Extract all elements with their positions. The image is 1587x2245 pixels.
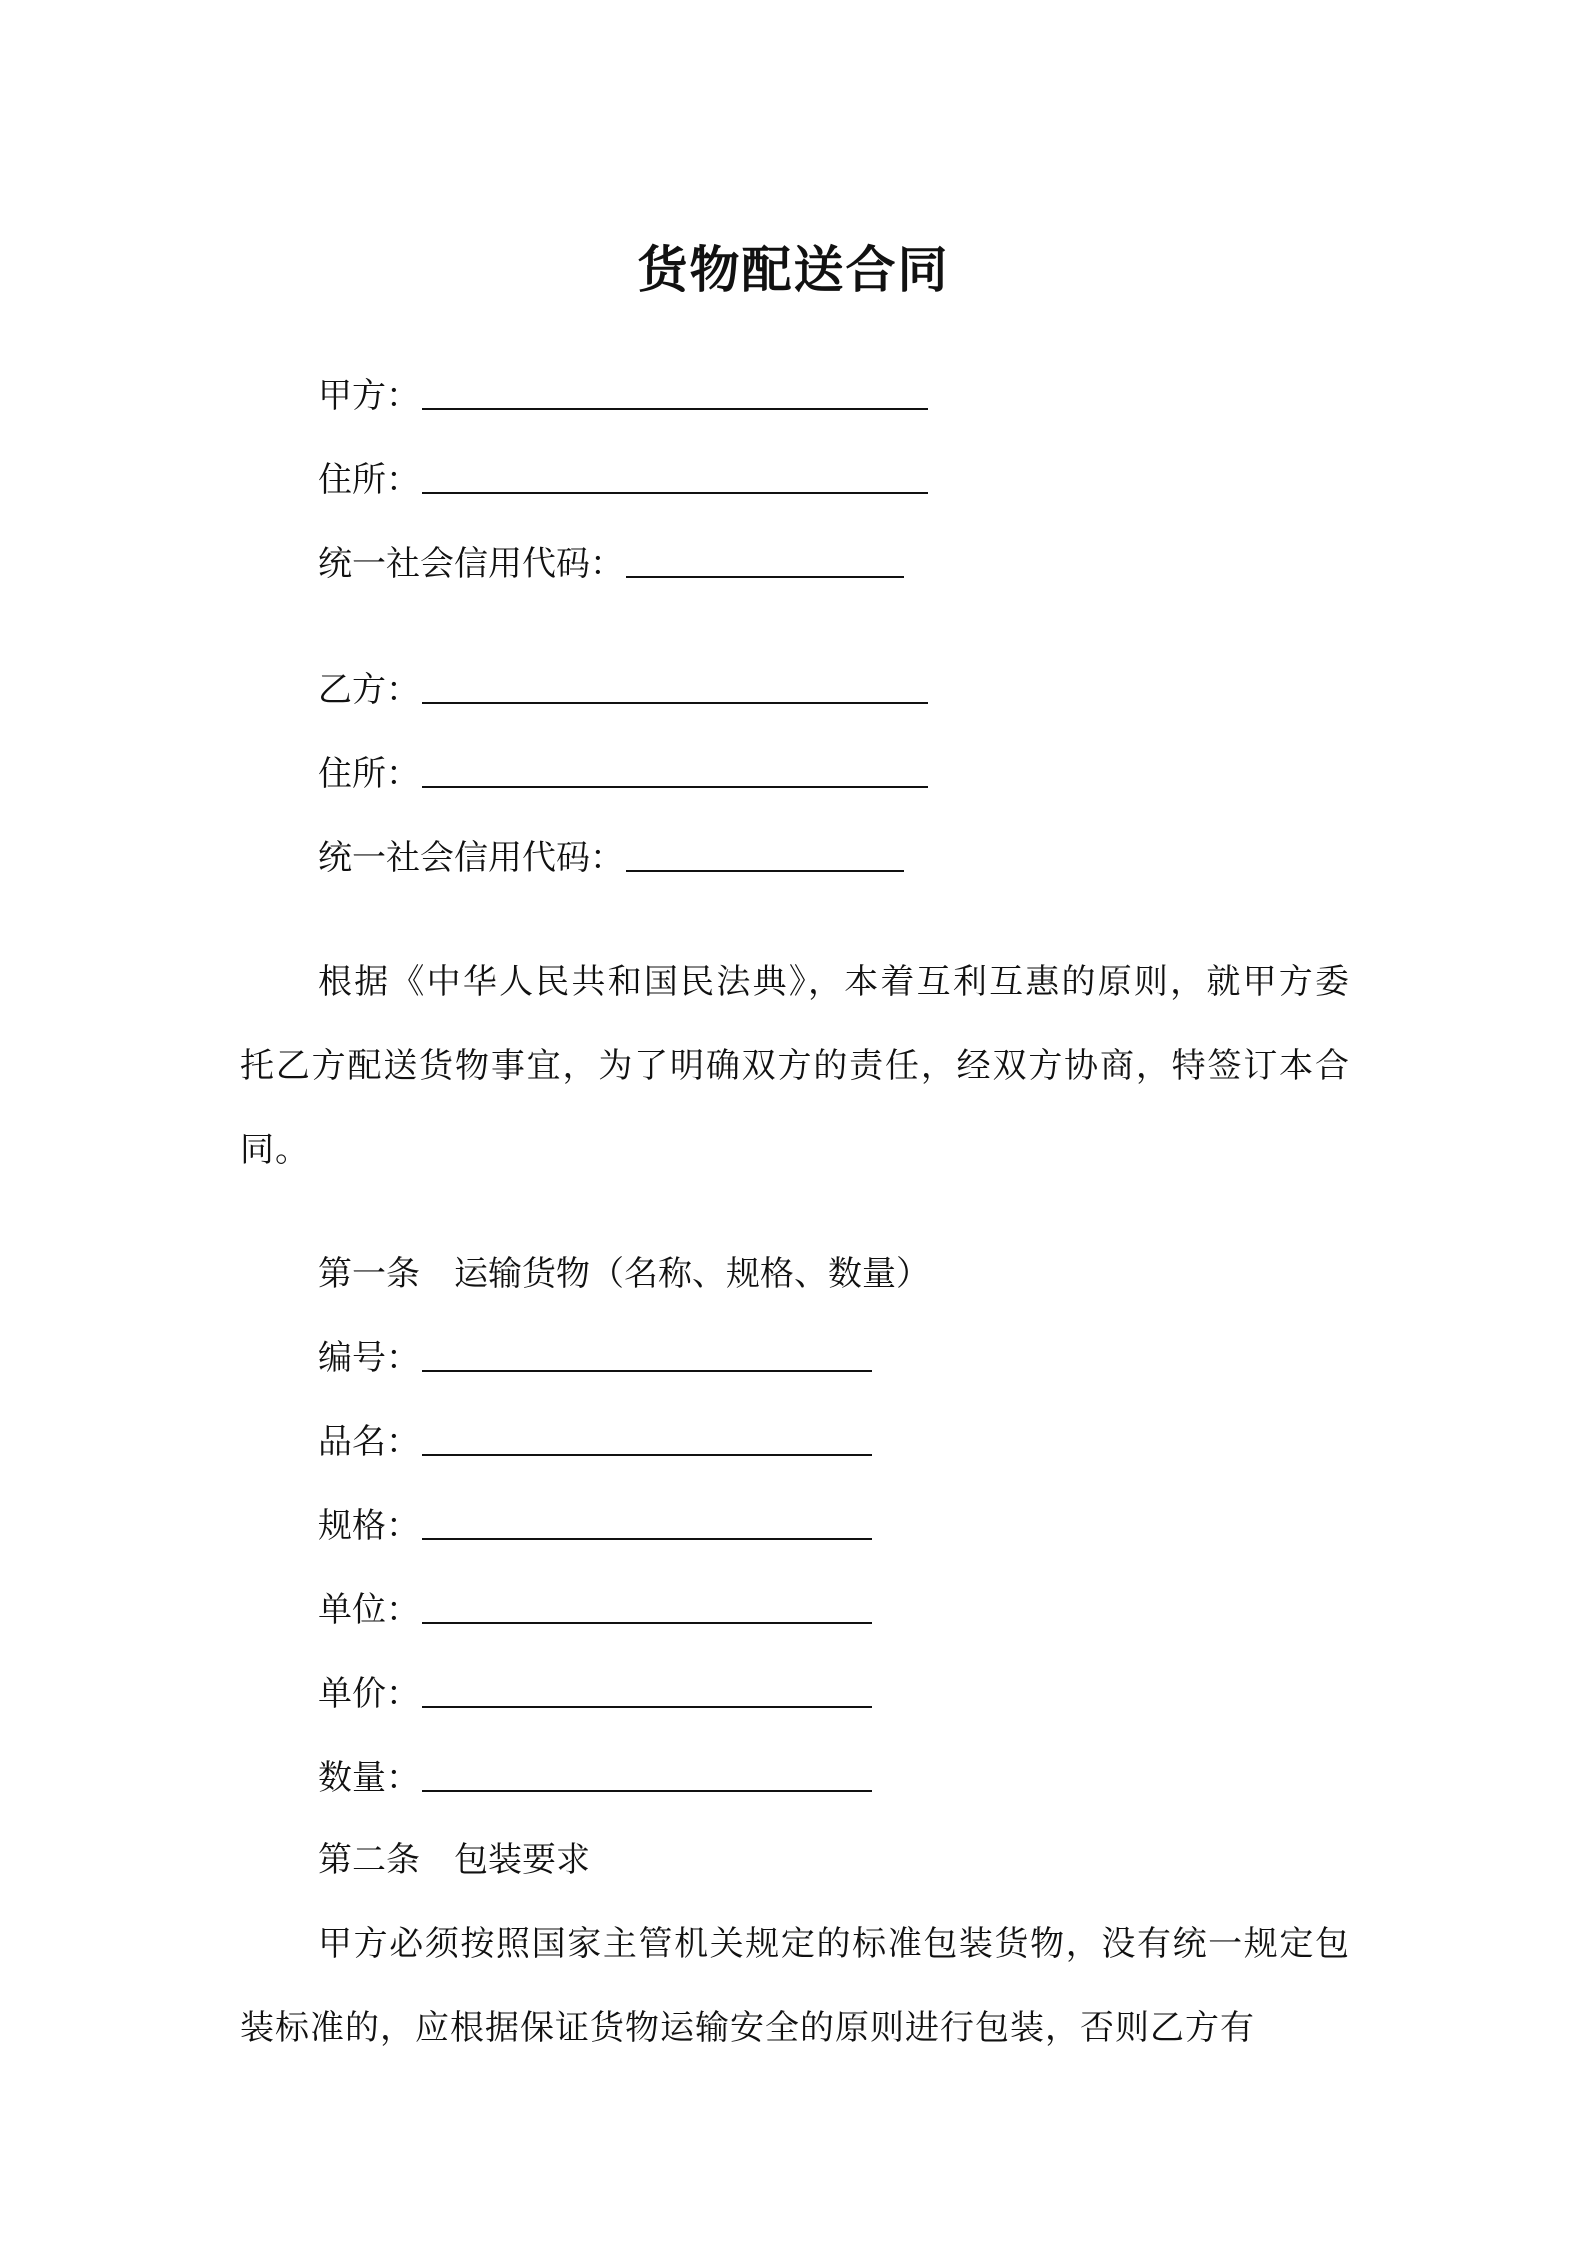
party-b-name-label: 乙方： (318, 670, 420, 710)
party-a-name-field (318, 368, 928, 418)
party-a-credit-code-field (318, 536, 904, 586)
article1-field-label: 规格： (318, 1506, 420, 1546)
article1-field-label: 数量： (318, 1758, 420, 1798)
article2-paragraph: 甲方必须按照国家主管机关规定的标准包装货物，没有统一规定包装标准的，应根据保证货物运输安全的原则进行包装，否则乙方有 (240, 1924, 1350, 2048)
party-a-address-blank[interactable] (422, 452, 928, 494)
party-a-name-label: 甲方： (318, 376, 420, 416)
article1-field-label: 品名： (318, 1422, 420, 1462)
article1-field-label: 单位： (318, 1590, 420, 1630)
preamble-paragraph: 根据《中华人民共和国民法典》，本着互利互惠的原则，就甲方委托乙方配送货物事宜，为了明确双方的责任，经双方协商，特签订本合同。 (240, 962, 1350, 1170)
party-b-name-blank[interactable] (422, 662, 928, 704)
article1-field-label: 编号： (318, 1338, 420, 1378)
article1-field-blank[interactable] (422, 1666, 872, 1708)
party-a-address-field (318, 452, 928, 502)
article1-field-spec (318, 1498, 872, 1548)
party-a-credit-code-blank[interactable] (626, 536, 904, 578)
party-b-credit-code-blank[interactable] (626, 830, 904, 872)
article1-field-quantity (318, 1750, 872, 1800)
article1-field-label: 单价： (318, 1674, 420, 1714)
article2-heading: 第二条 包装要求 (318, 1840, 590, 1880)
party-a-address-label: 住所： (318, 460, 420, 500)
article1-field-blank[interactable] (422, 1582, 872, 1624)
article1-field-unit-price (318, 1666, 872, 1716)
party-b-address-blank[interactable] (422, 746, 928, 788)
article1-field-blank[interactable] (422, 1498, 872, 1540)
article1-field-number (318, 1330, 872, 1380)
article1-heading: 第一条 运输货物（名称、规格、数量） (318, 1254, 930, 1294)
document-title: 货物配送合同 (637, 240, 950, 299)
party-a-credit-code-label: 统一社会信用代码： (318, 544, 624, 584)
party-b-address-label: 住所： (318, 754, 420, 794)
party-a-name-blank[interactable] (422, 368, 928, 410)
party-b-credit-code-field (318, 830, 904, 880)
party-b-name-field (318, 662, 928, 712)
party-b-address-field (318, 746, 928, 796)
article1-field-product-name (318, 1414, 872, 1464)
article1-field-blank[interactable] (422, 1330, 872, 1372)
article1-field-blank[interactable] (422, 1414, 872, 1456)
party-b-credit-code-label: 统一社会信用代码： (318, 838, 624, 878)
article1-field-unit (318, 1582, 872, 1632)
article1-field-blank[interactable] (422, 1750, 872, 1792)
